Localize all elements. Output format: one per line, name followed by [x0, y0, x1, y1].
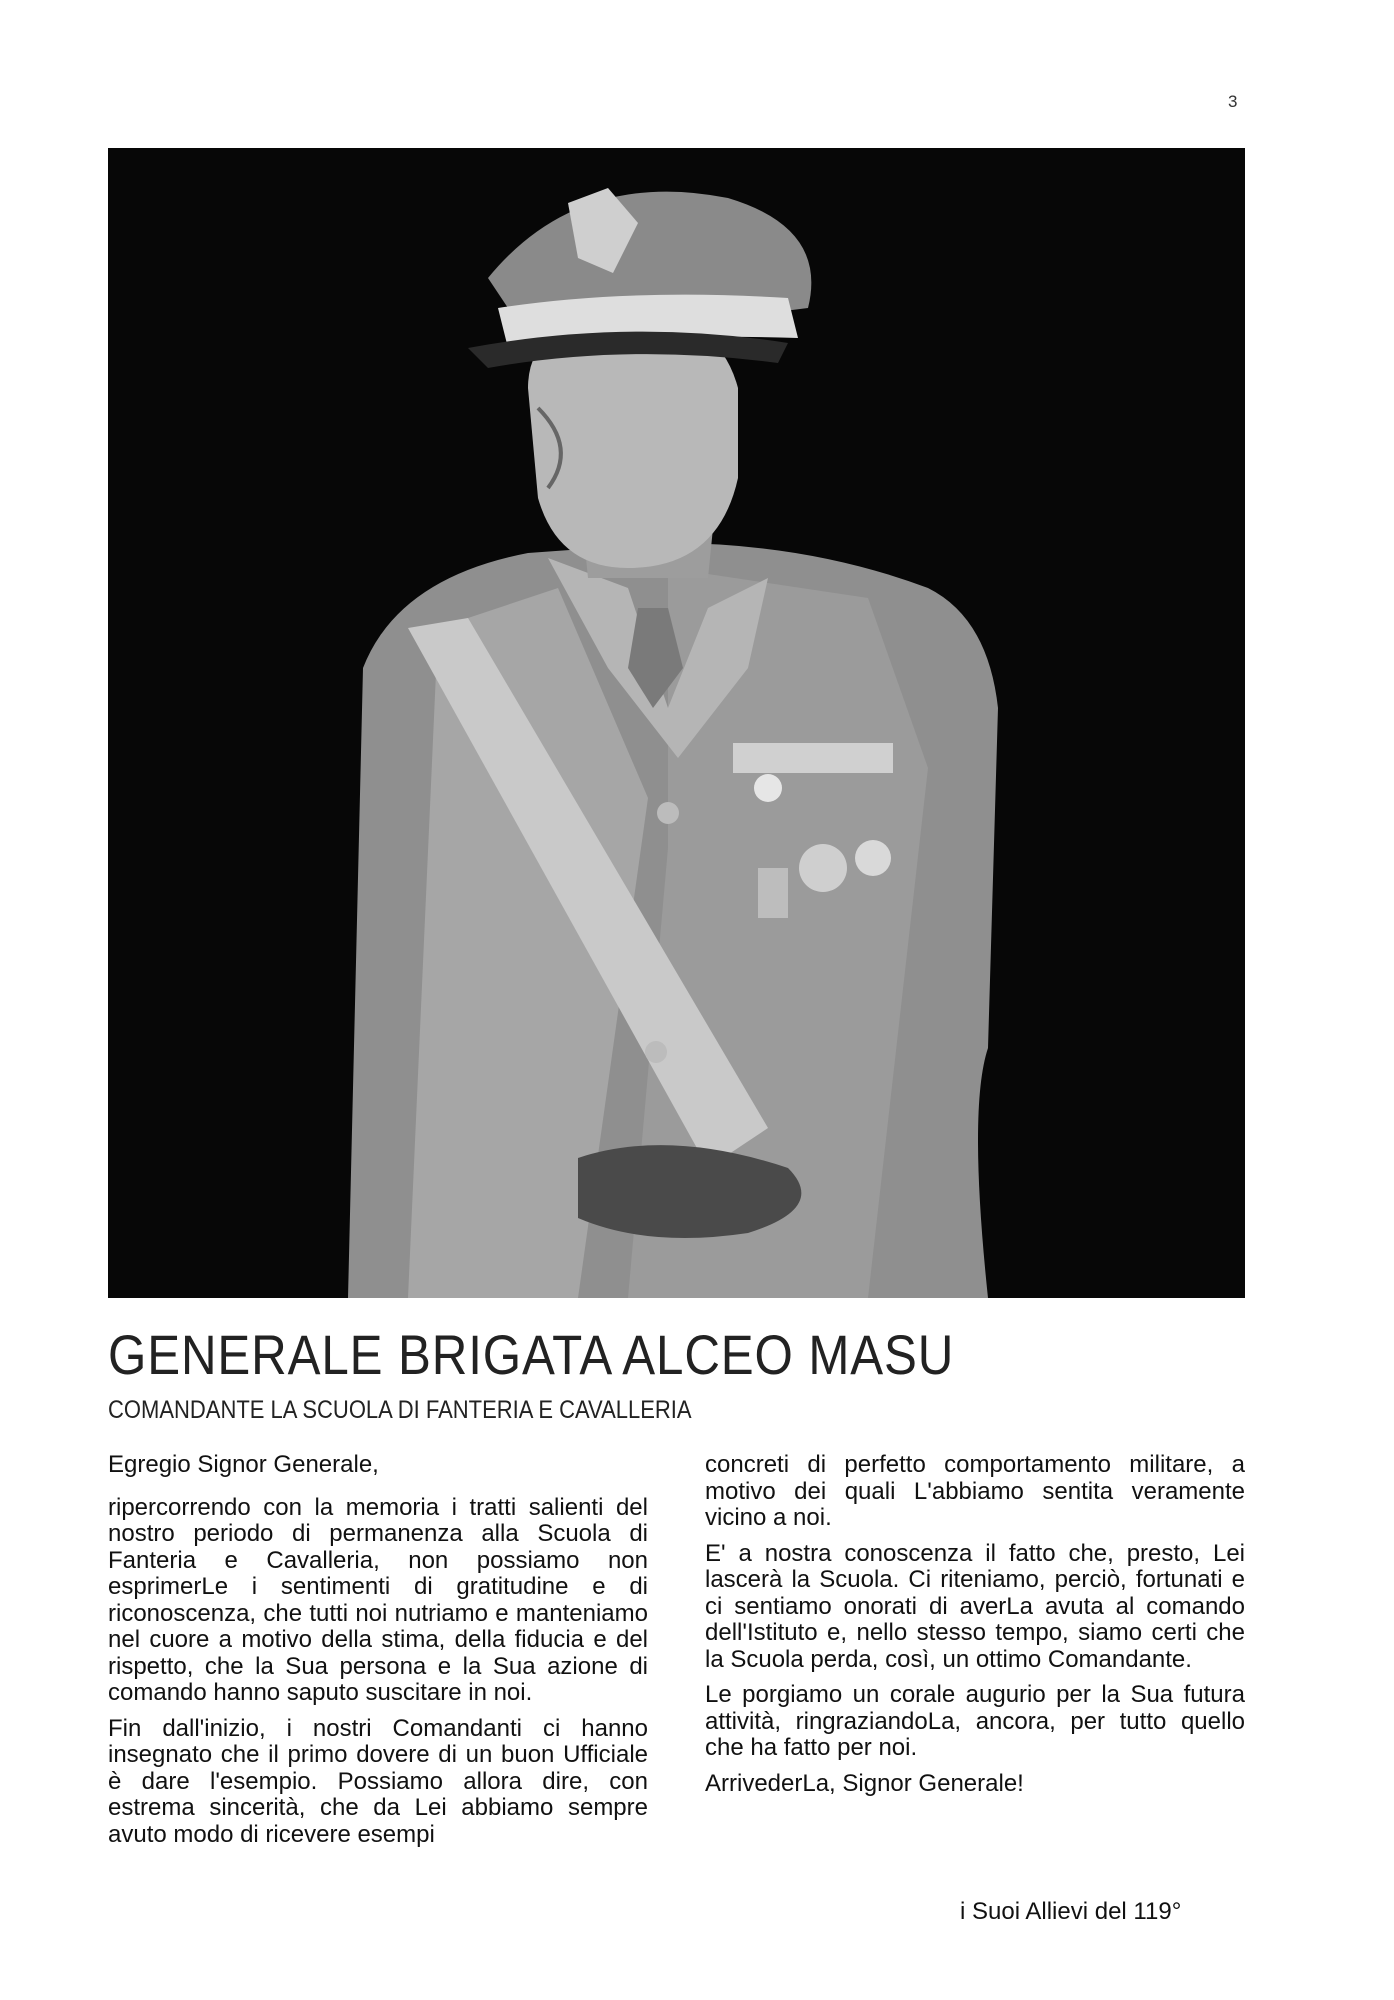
- letter-salutation: Egregio Signor Generale,: [108, 1451, 379, 1478]
- letter-paragraph: ripercorrendo con la memoria i tratti salienti del nostro periodo di permanenza alla Scuola di Fanteria e Cavalleria, non possiamo non esprimerLe i sentimenti di gratitudine e di riconoscenza, che tutti noi nutriamo e manteniamo nel cuore a motivo della stima, della fiducia e del rispetto, che la Sua persona e la Sua azione di comando hanno saputo suscitare in noi.: [108, 1493, 648, 1706]
- letter-paragraph: E' a nostra conoscenza il fatto che, presto, Lei lascerà la Scuola. Ci riteniamo, perciò, fortunati e ci sentiamo onorati di averLa avuta al comando dell'Istituto e, nello stesso tempo, siamo certi che la Scuola perda, così, un ottimo Comandante.: [705, 1539, 1245, 1673]
- letter-paragraph: concreti di perfetto comportamento militare, a motivo dei quali L'abbiamo sentita veramente vicino a noi.: [705, 1451, 1245, 1531]
- letter-signature: i Suoi Allievi del 119°: [960, 1898, 1182, 1925]
- portrait-photo-icon: [108, 148, 1245, 1298]
- page-number: 3: [1228, 92, 1238, 111]
- letter-paragraph: Le porgiamo un corale augurio per la Sua futura attività, ringraziandoLa, ancora, per tutto quello che ha fatto per noi.: [705, 1681, 1245, 1761]
- letter-paragraph: Fin dall'inizio, i nostri Comandanti ci hanno insegnato che il primo dovere di un buon Ufficiale è dare l'esempio. Possiamo allora dire, con estrema sincerità, che da Lei abbiamo sempre avuto modo di ricevere esempi: [108, 1714, 648, 1848]
- letter-left-column: [108, 1452, 648, 1857]
- letter-right-column: [705, 1452, 1245, 1806]
- page-subtitle: COMANDANTE LA SCUOLA DI FANTERIA E CAVALLERIA: [108, 1396, 692, 1424]
- page-title: GENERALE BRIGATA ALCEO MASU: [108, 1323, 955, 1386]
- portrait-photo: [108, 148, 1245, 1298]
- letter-closing: ArrivederLa, Signor Generale!: [705, 1769, 1024, 1797]
